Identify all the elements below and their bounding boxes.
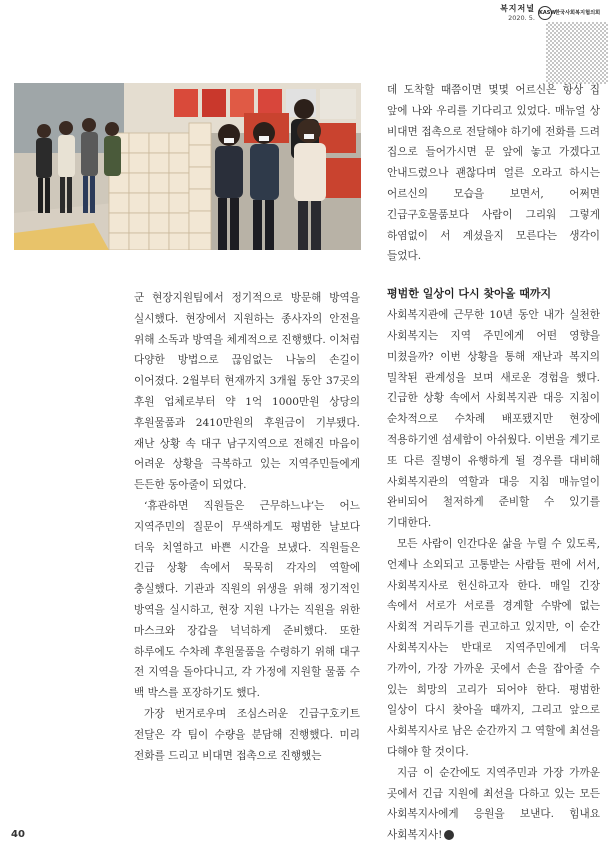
section-heading: 평범한 일상이 다시 찾아올 때까지 xyxy=(387,287,552,301)
right-paragraph-3: 지금 이 순간에도 지역주민과 가장 가까운 곳에서 긴급 지원에 최선을 다하고 있는 모든 사회복지사에게 응원을 보낸다. 힘내요 사회복지사! W xyxy=(387,766,600,842)
right-paragraph-1: 사회복지관에 근무한 10년 동안 내가 실천한 사회복지는 지역 주민에게 어떤 영향을 미쳤을까? 이번 상황을 통해 재난과 복지의 밀착된 관계성을 보며 새로운 경험을 했다. 긴급한 상황 속에서 사회복지관 대응 지침이 순차적으로 수차례 배포됐지만 현장에 적용하기엔 섬세함이 아쉬웠다. 이번을 계기로 또 다른 질병이 유행하게 될 경우를 대비해 사회복지관의 역할과 대응 지침 매뉴얼이 완비되어 철저하게 준비할 수 있기를 기대한다. xyxy=(387,309,600,530)
page-number: 40 xyxy=(11,829,25,840)
issue-date: 2020. 5. xyxy=(508,14,535,22)
staff-group-photo xyxy=(14,83,361,250)
end-mark-icon: W xyxy=(444,830,454,840)
left-column-text xyxy=(134,288,360,766)
right-paragraph-top: 데 도착할 때쯤이면 몇몇 어르신은 항상 집 앞에 나와 우리를 기다리고 있었다. 매뉴얼 상 비대면 접촉으로 전달해야 하기에 전화를 드려 집으로 들어가시면 문 앞에 놓고 가겠다고 안내드렸으나 괜찮다며 얼른 오라고 하시는 어르신의 모습을 보면서, 어쩌면 긴급구호물품보다 사람이 그리워 그렇게 하염없이 서 계셨을지 모른다는 생각이 들었다. xyxy=(387,84,600,263)
left-paragraph-3: 가장 번거로우며 조심스러운 긴급구호키트 전달은 각 팀이 수량을 분담해 진행했다. 미리 전화를 드리고 비대면 접촉으로 진행했는 xyxy=(134,707,360,762)
right-column-text xyxy=(387,80,600,846)
organization-logo-icon: KASW xyxy=(538,6,552,20)
magazine-title: 복지저널 xyxy=(500,4,535,13)
organization-name: 한국사회복지협의회 xyxy=(555,10,601,16)
right-paragraph-2: 모든 사람이 인간다운 삶을 누릴 수 있도록, 언제나 소외되고 고통받는 사람들 편에 서서, 사회복지사로 헌신하고자 한다. 매일 긴장 속에서 서로가 서로를 경계할 수밖에 없는 사회적 거리두기를 권고하고 있지만, 이 순간 사회복지사는 반대로 지역주민에게 더욱 가까이, 가장 가까운 곳에서 손을 잡아줄 수 있는 희망의 고리가 되어야 한다. 평범한 일상이 다시 찾아올 때까지, 그리고 앞으로 사회복지사로 남은 순간까지 그 역할에 최선을 다해야 할 것이다. xyxy=(387,537,600,758)
left-paragraph-1: 군 현장지원팀에서 정기적으로 방문해 방역을 실시했다. 현장에서 지원하는 종사자의 안전을 위해 소독과 방역을 체계적으로 진행했다. 이처럼 다양한 방법으로 끊임없는 나눔의 손길이 이어졌다. 2월부터 현재까지 3개월 동안 37곳의 후원 업체로부터 약 1억 1000만원 상당의 후원물품과 2410만원의 후원금이 기부됐다. 재난 상황 속 대구 남구지역으로 전해진 마음이 어려운 상황을 극복하고 있는 지역주민들에게 든든한 동아줄이 되었다. xyxy=(134,292,360,492)
qr-code-icon xyxy=(546,22,608,84)
left-paragraph-2: ‘휴관하면 직원들은 근무하느냐’는 어느 지역주민의 질문이 무색하게도 평범한 날보다 더욱 치열하고 바쁜 시간을 보냈다. 직원들은 긴급 상황 속에서 묵묵히 각자의 역할에 충실했다. 기관과 직원의 위생을 위해 정기적인 방역을 실시하고, 현장 지원 나가는 직원을 위한 마스크와 장갑을 넉넉하게 준비했다. 또한 하루에도 수차례 후원물품을 수령하기 위해 대구 전 지역을 돌아다니고, 각 가정에 지원할 물품 수 백 박스를 포장하기도 했다. xyxy=(134,499,360,700)
